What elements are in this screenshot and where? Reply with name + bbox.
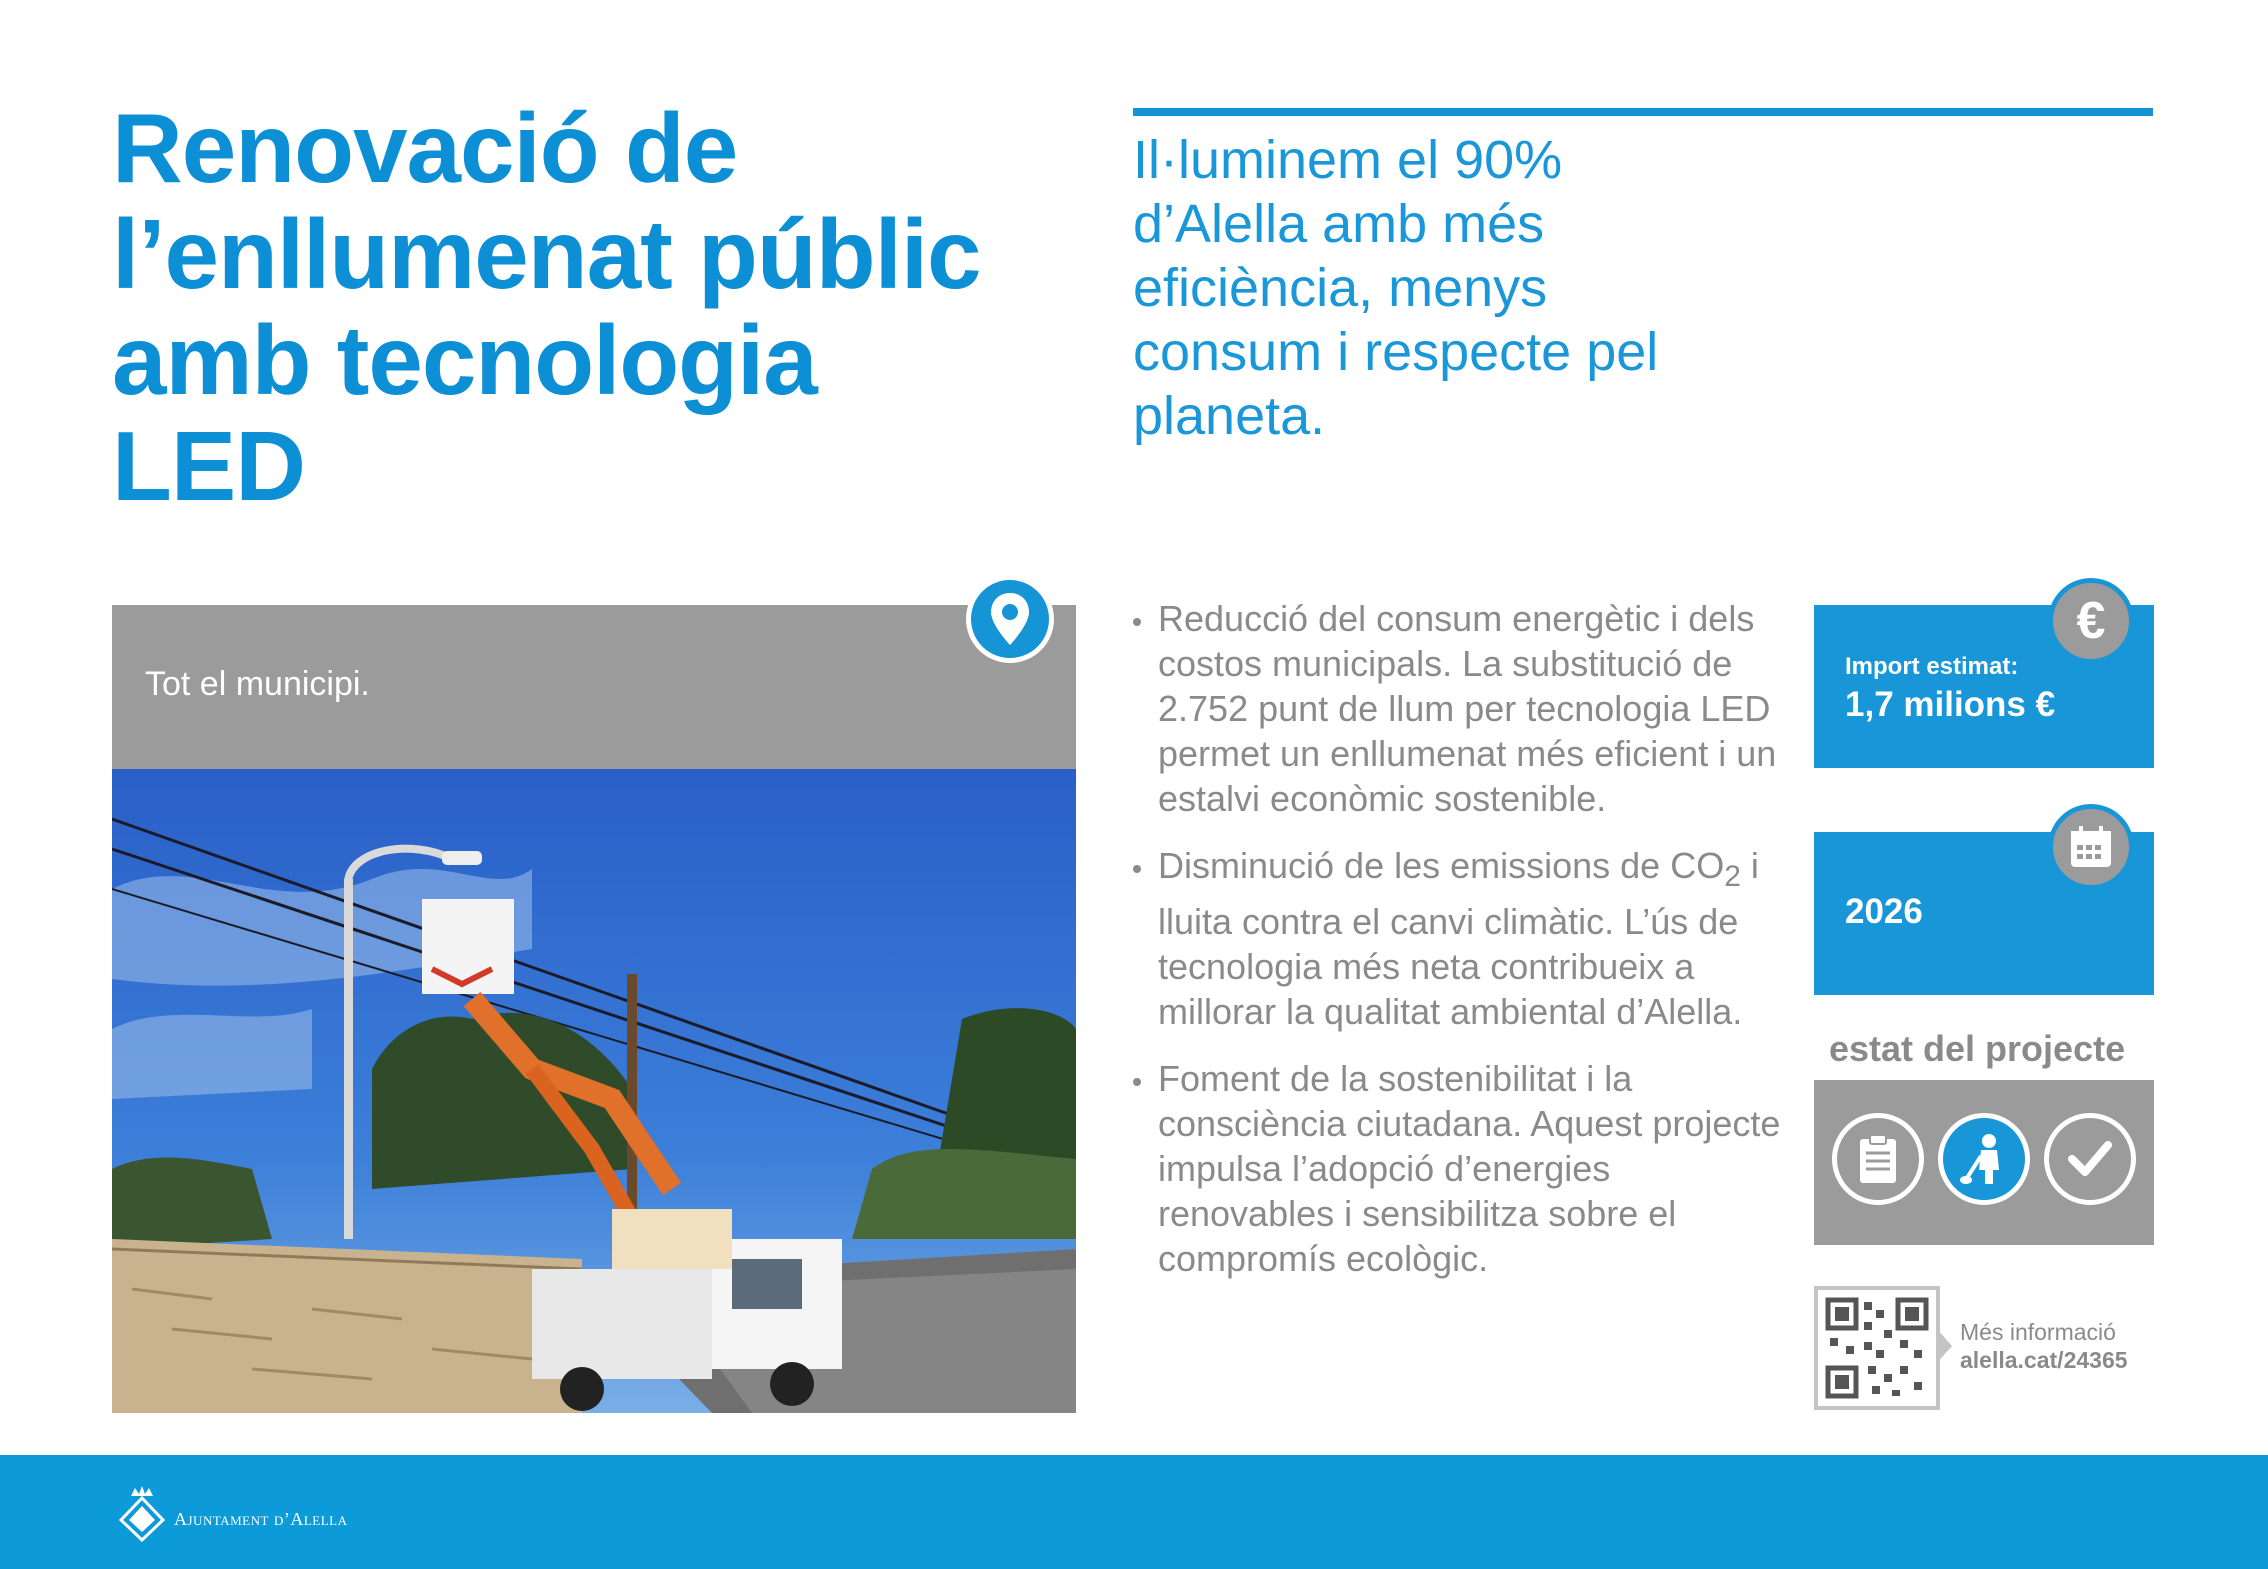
list-item-text: i lluita contra el canvi climàtic. L’ús de tecnologia més neta contribueix a millorar la qualitat ambiental d’Alella. [1158, 845, 1759, 1033]
location-text: Tot el municipi. [145, 665, 370, 703]
co2-text: Disminució de les emissions de CO [1158, 845, 1725, 886]
benefits-list [1133, 596, 1793, 1303]
subtitle-line: consum i respecte pel [1133, 322, 1659, 382]
project-status-title: estat del projecte [1829, 1028, 2126, 1069]
qr-code[interactable] [1814, 1286, 1940, 1410]
list-item: Foment de la sostenibilitat i la consciència ciutadana. Aquest projecte impulsa l’adopció d’energies renovables i sensibilitza sobre el compromís ecològic. [1133, 1056, 1793, 1281]
co2-subscript: 2 [1724, 860, 1741, 894]
euro-icon: € [2048, 578, 2134, 664]
title-line: Renovació de [112, 93, 738, 203]
header-rule [1133, 108, 2153, 116]
worker-icon [1938, 1113, 2030, 1205]
title-line: LED [112, 411, 305, 521]
qr-pointer-arrow [1936, 1328, 1952, 1364]
subtitle-line: Il·luminem el 90% [1133, 130, 1563, 190]
page-title [112, 95, 1072, 519]
import-value: 1,7 milions € [1845, 685, 2056, 724]
project-photo [112, 769, 1076, 1413]
title-line: l’enllumenat públic [112, 199, 981, 309]
ajuntament-logo-icon [117, 1484, 167, 1542]
more-info-label: Més informació [1960, 1319, 2116, 1345]
project-status-box [1814, 1080, 2154, 1245]
import-label: Import estimat: [1845, 653, 2019, 680]
list-item [1133, 843, 1793, 1034]
subtitle-line: d’Alella amb més [1133, 194, 1545, 254]
footer-org-name: Ajuntament d’Alella [174, 1509, 348, 1529]
year-value: 2026 [1845, 892, 1923, 931]
subtitle [1133, 128, 1913, 448]
more-info-link[interactable]: alella.cat/24365 [1960, 1347, 2128, 1373]
checkmark-icon [2044, 1113, 2136, 1205]
location-pin-icon [966, 575, 1054, 663]
subtitle-line: planeta. [1133, 386, 1326, 446]
calendar-icon [2048, 804, 2134, 890]
title-line: amb tecnologia [112, 305, 817, 415]
list-item: Reducció del consum energètic i dels costos municipals. La substitució de 2.752 punt de llum per tecnologia LED permet un enllumenat més eficient i un estalvi econòmic sostenible. [1133, 596, 1793, 821]
clipboard-icon [1832, 1113, 1924, 1205]
subtitle-line: eficiència, menys [1133, 258, 1548, 318]
